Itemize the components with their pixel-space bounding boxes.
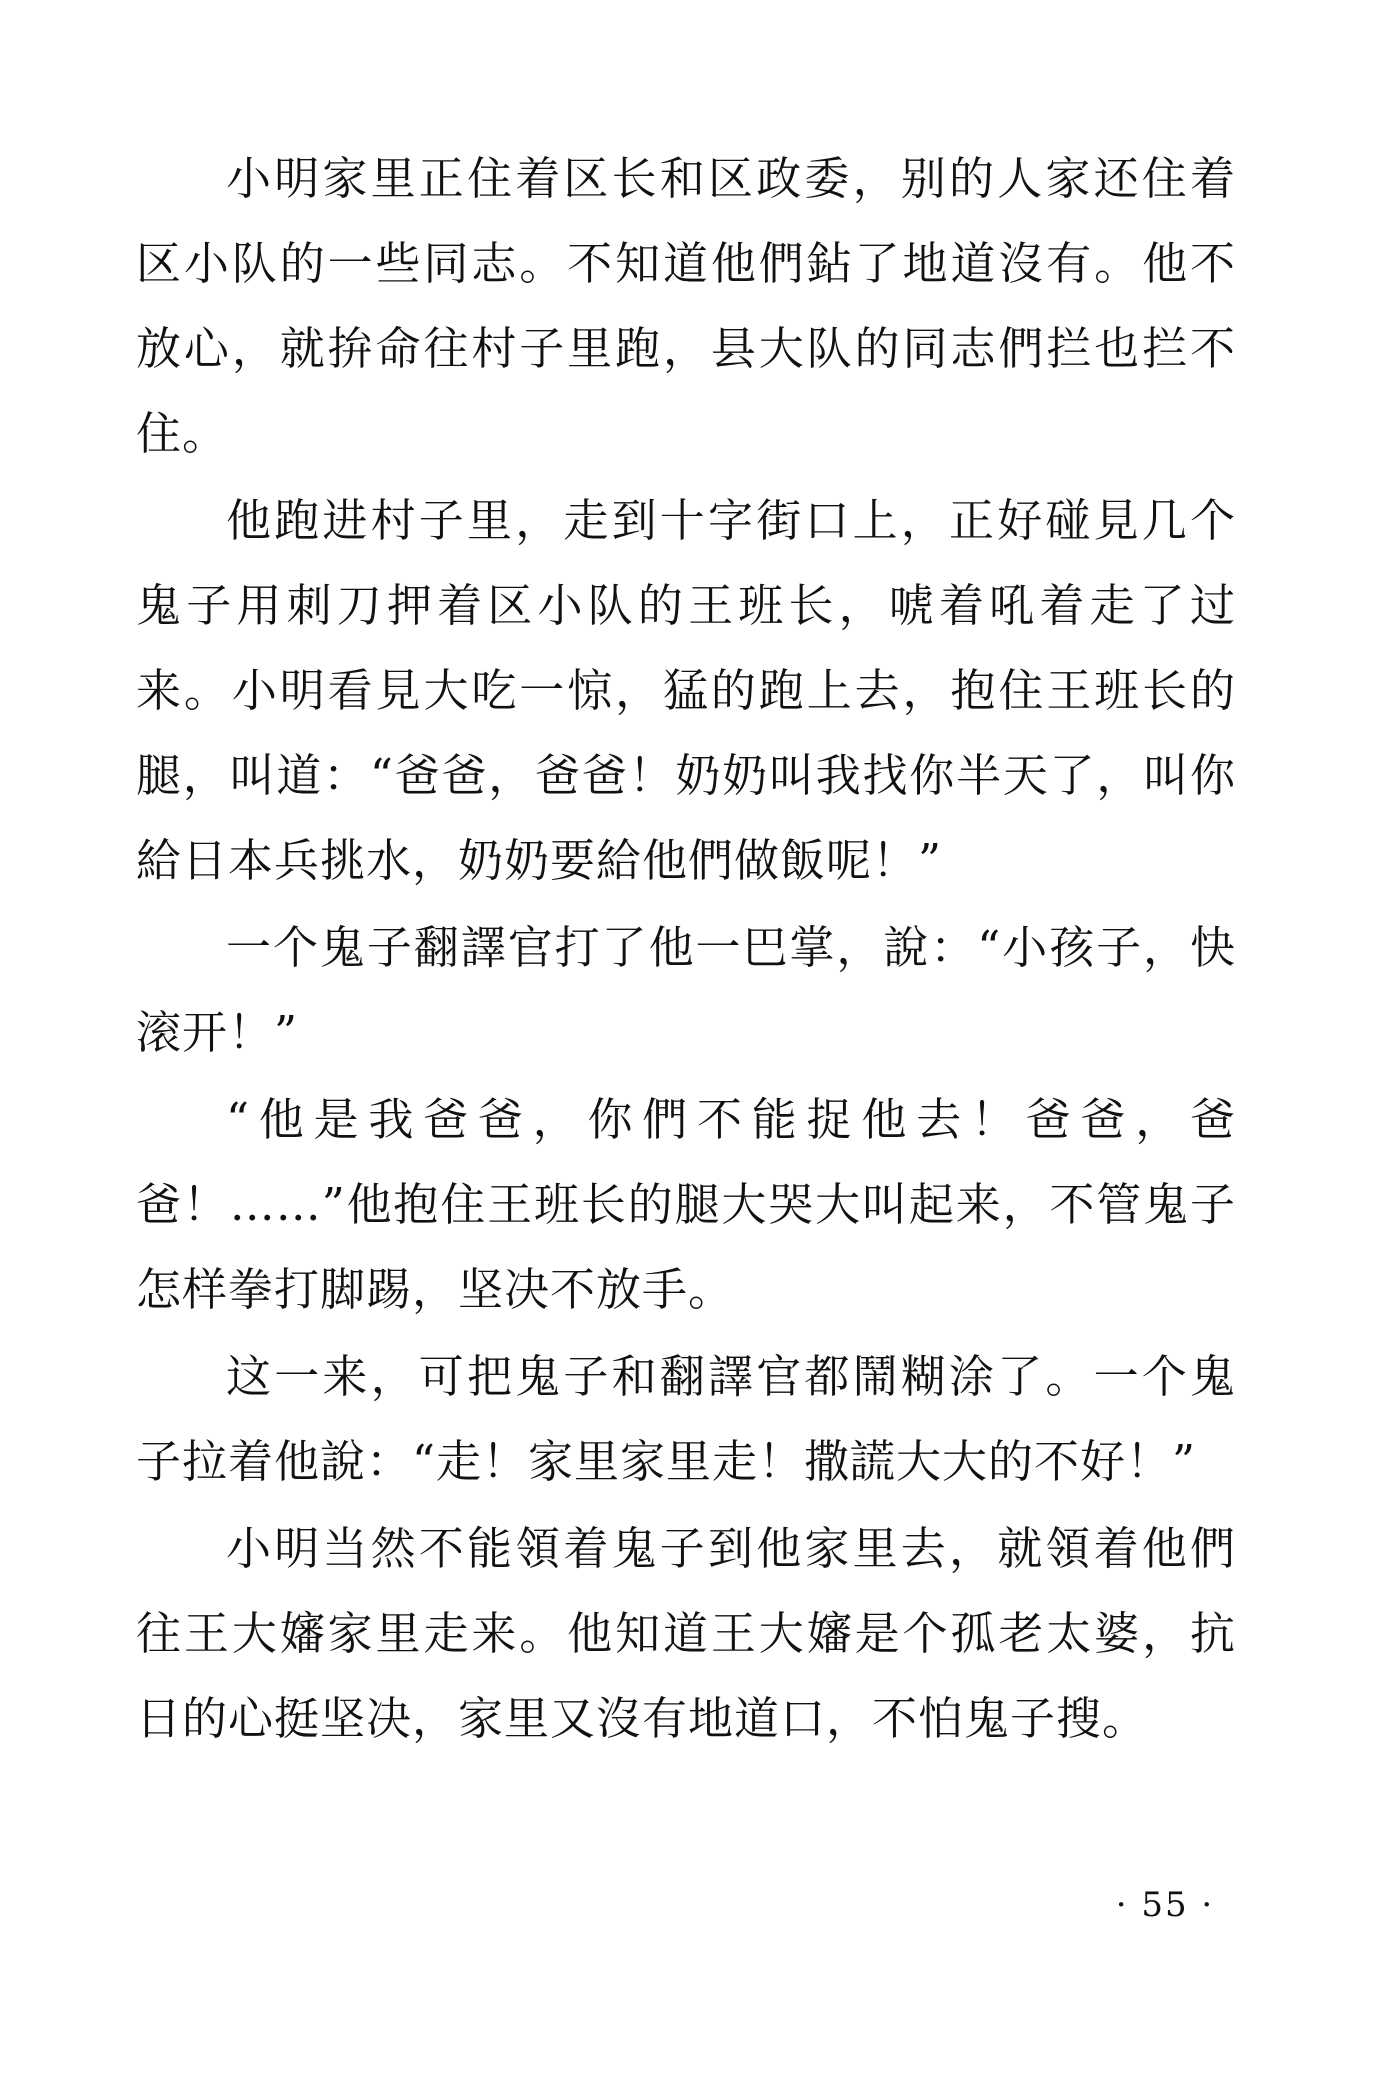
paragraph: 他跑进村子里，走到十字街口上，正好碰見几个鬼子用刺刀押着区小队的王班长，唬着吼着走了过来。小明看見大吃一惊，猛的跑上去，抱住王班长的腿，叫道：“爸爸，爸爸！奶奶叫我找你半天了，叫你給日本兵挑水，奶奶要給他們做飯呢！” [136, 494, 1236, 887]
paragraph: 小明当然不能領着鬼子到他家里去，就領着他們往王大嬸家里走来。他知道王大嬸是个孤老太婆，抗日的心挺坚决，家里又沒有地道口，不怕鬼子搜。 [136, 1522, 1236, 1745]
page-number: · 55 · [1115, 1885, 1215, 1925]
paragraph: 一个鬼子翻譯官打了他一巴掌，說：“小孩子，快滚开！” [136, 921, 1236, 1059]
body-text [136, 136, 1236, 1761]
paragraph: 这一来，可把鬼子和翻譯官都鬧糊涂了。一个鬼子拉着他說：“走！家里家里走！撒謊大大的不好！” [136, 1350, 1236, 1488]
paragraph: 小明家里正住着区长和区政委，别的人家还住着区小队的一些同志。不知道他們鉆了地道沒有。他不放心，就拚命往村子里跑，县大队的同志們拦也拦不住。 [136, 152, 1236, 460]
paragraph: “他是我爸爸，你們不能捉他去！爸爸，爸爸！……”他抱住王班长的腿大哭大叫起来，不管鬼子怎样拳打脚踢，坚决不放手。 [136, 1093, 1236, 1316]
